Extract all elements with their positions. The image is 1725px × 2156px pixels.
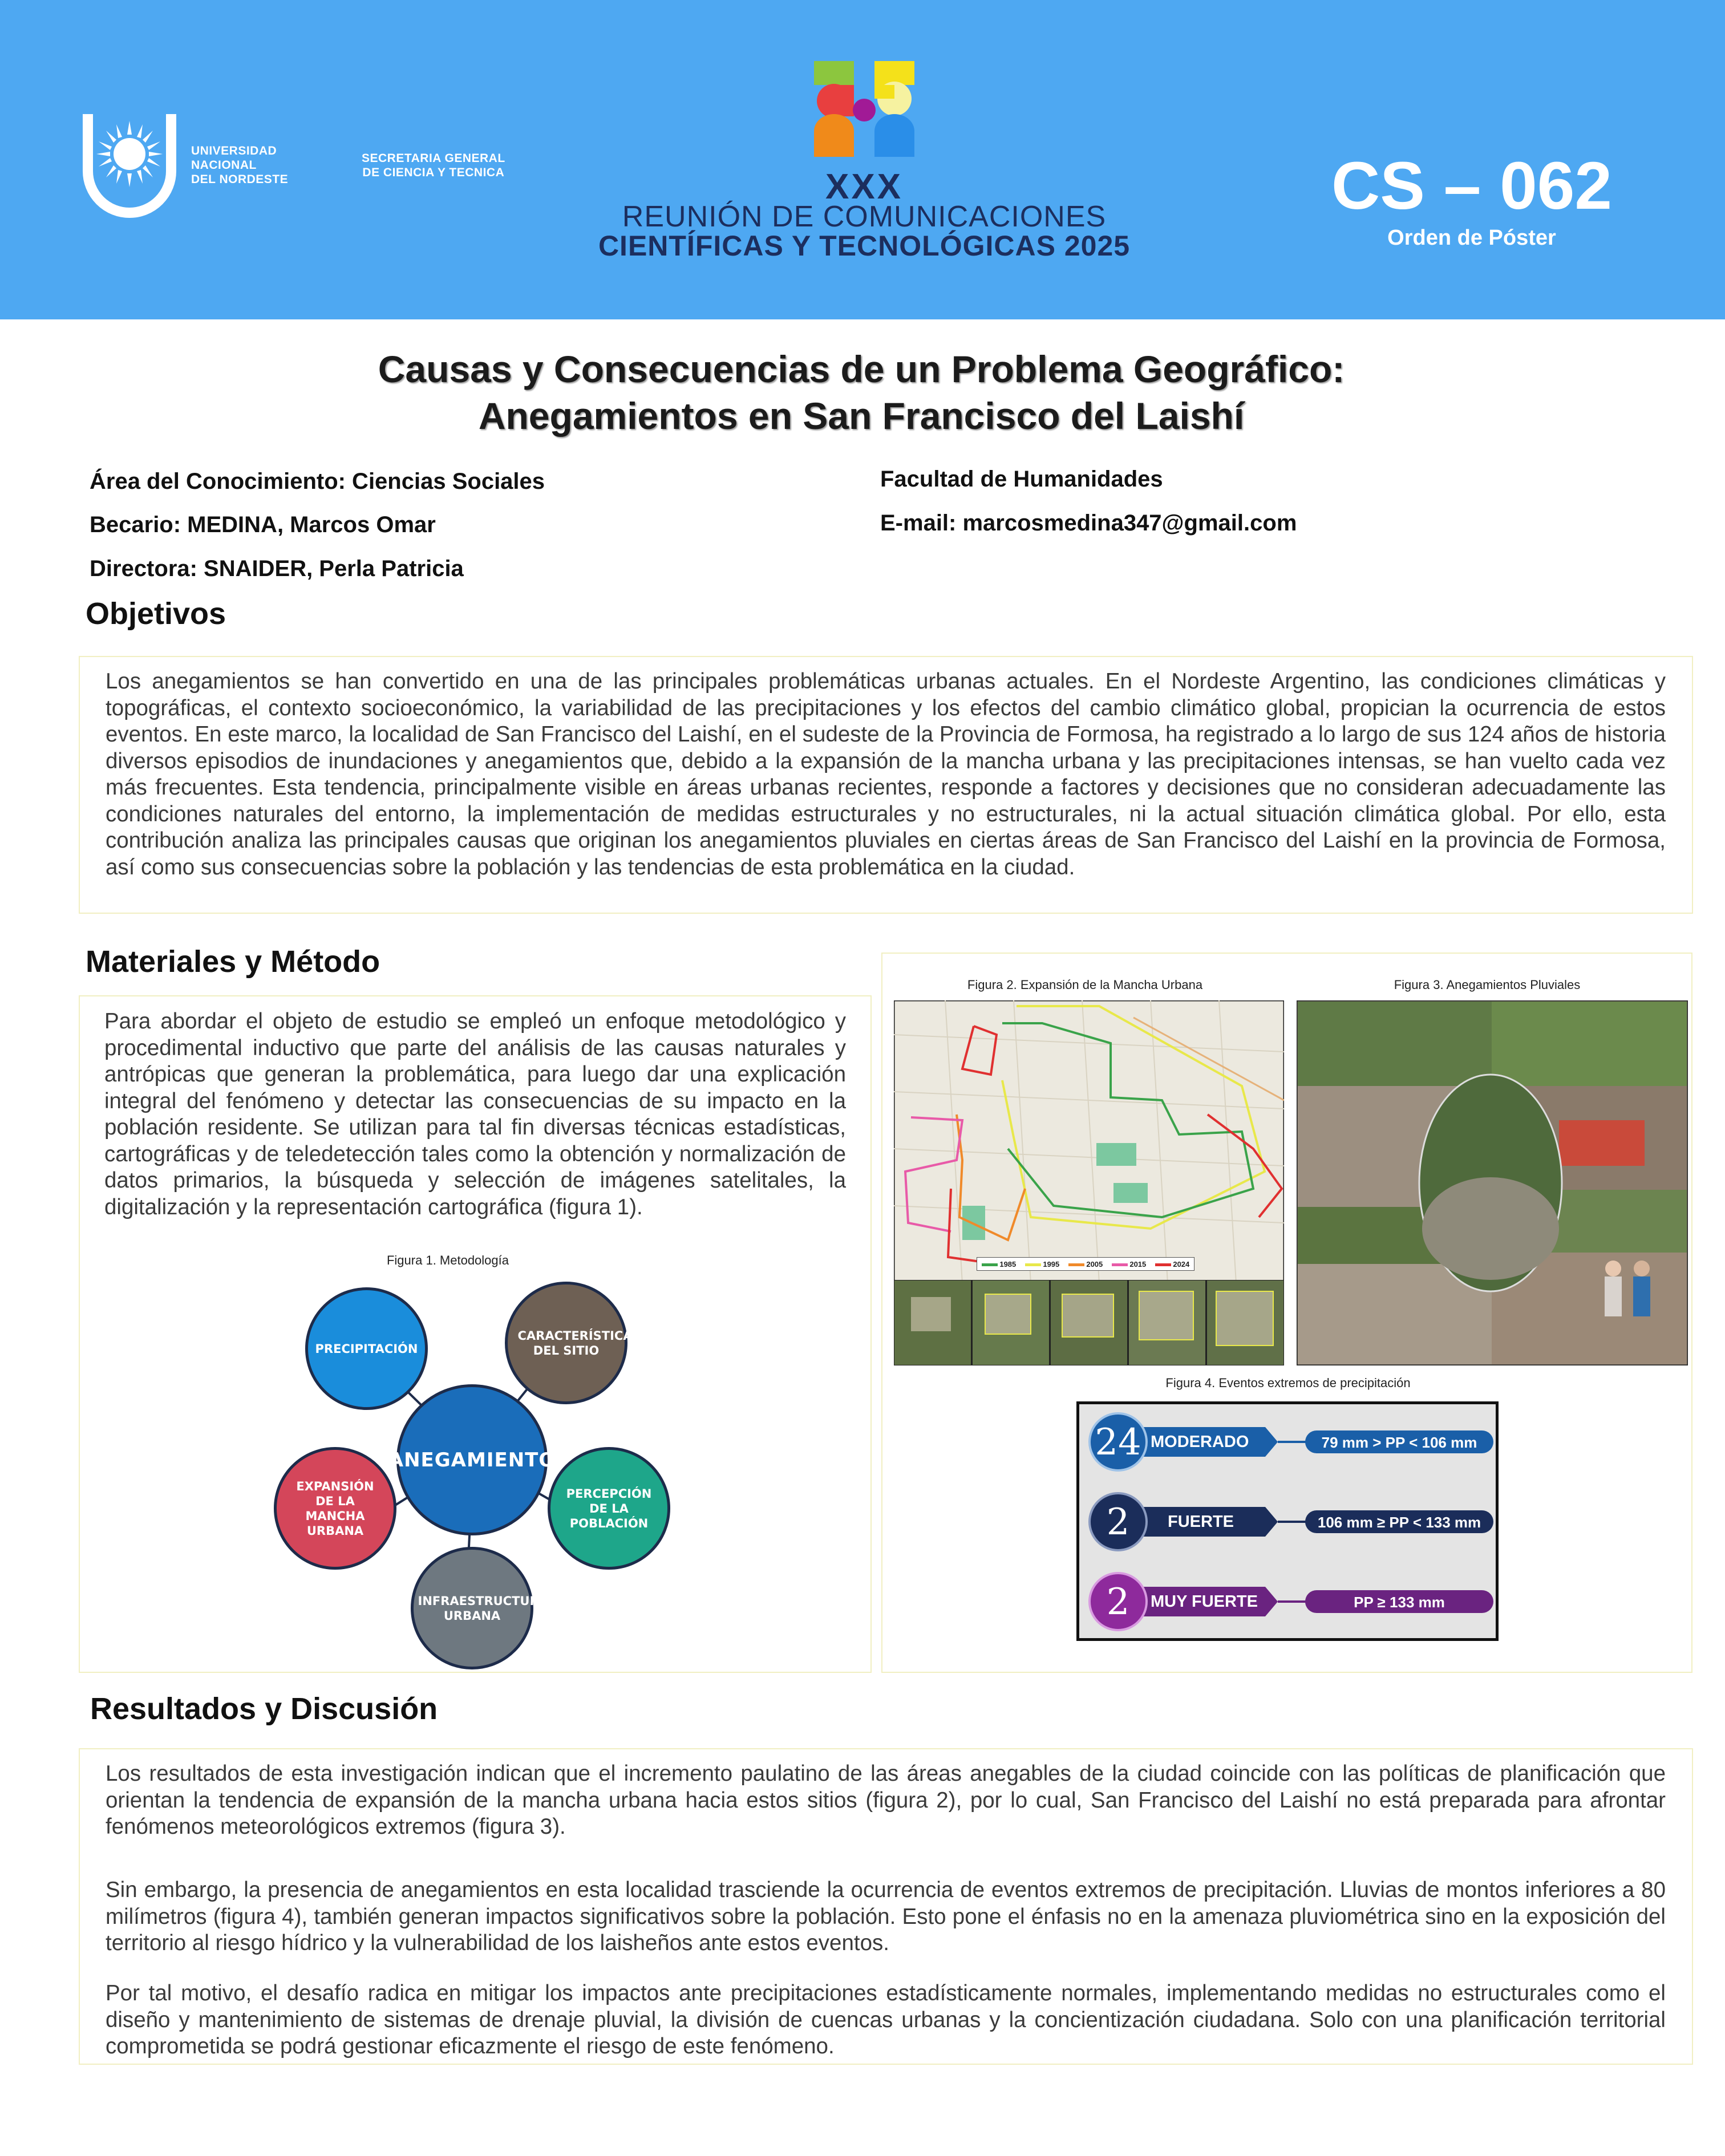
objetivos-heading: Objetivos — [86, 597, 226, 631]
satellite-image-strip — [894, 1280, 1284, 1365]
legend-2005: 2005 — [1068, 1260, 1103, 1269]
fig1-caption: Figura 1. Metodología — [386, 1253, 509, 1267]
node-percepcion: PERCEPCIÓN DE LA POBLACIÓN — [548, 1447, 670, 1570]
event-row-muy-fuerte — [1079, 1564, 1496, 1644]
conference-line1: REUNIÓN DE COMUNICACIONES — [622, 200, 1107, 233]
event-row-moderado — [1079, 1404, 1496, 1484]
flood-photo-collage — [1297, 1000, 1688, 1365]
objetivos-box — [79, 656, 1693, 914]
resultados-p3: Por tal motivo, el desafío radica en mitigar los impactos ante precipitaciones estadísticamente normales, implementando medidas no estructurales como el diseño y mantenimiento de sistemas de drenaje pluvial, la división de cuencas urbanas y la concientización ciudadana. Solo con una planificación territorial comprometida se podrá gestionar eficazmente el riesgo de este fenómeno. — [106, 1981, 1666, 2058]
node-expansion: EXPANSIÓN DE LA MANCHA URBANA — [274, 1447, 396, 1570]
resultados-heading: Resultados y Discusión — [90, 1692, 438, 1726]
university-logo-icon — [81, 108, 178, 222]
map-legend — [977, 1257, 1194, 1271]
event-range-moderado: 79 mm > PP < 106 mm — [1321, 1434, 1477, 1451]
resultados-p1: Los resultados de esta investigación indican que el incremento paulatino de las áreas anegables de la ciudad coincide con las políticas de planificación que orientan la tendencia de expansión de la mancha urbana hacia estos sitios (figura 2), por lo cual, San Francisco del Laishí no está preparada para afrontar fenómenos meteorológicos extremos (figura 3). — [106, 1761, 1666, 1839]
fig2-caption: Figura 2. Expansión de la Mancha Urbana — [967, 978, 1203, 992]
objetivos-text: Los anegamientos se han convertido en una de las principales problemáticas urbanas actuales. En el Nordeste Argentino, las condiciones climáticas y topográficas, el contexto socioeconómico, la variabilidad de las precipitaciones y los efectos del cambio climático global, propician la ocurrencia de estos eventos. En este marco, la localidad de San Francisco del Laishí, en el sudeste de la Provincia de Formosa, ha registrado a lo largo de sus 124 años de historia diversos episodios de inundaciones y anegamientos que, debido a la expansión de la mancha urbana y las precipitaciones intensas, se han vuelto cada vez más frecuentes. Esta tendencia, principalmente visible en áreas urbanas recientes, responde a factores y decisiones que no consideran adecuadamente las condiciones naturales del entorno, la implementación de medidas estructurales y no estructurales, ni la actual situación climática global. Por ello, esta contribución analiza las principales causas que originan los anegamientos pluviales en ciertas áreas de San Francisco del Laishí en la provincia de Formosa, así como sus consecuencias sobre la población y las tendencias de esta problemática en la ciudad. — [106, 669, 1666, 880]
legend-2015: 2015 — [1112, 1260, 1147, 1269]
resultados-box — [79, 1748, 1693, 2065]
meta-becario: Becario: MEDINA, Marcos Omar — [90, 512, 436, 537]
conference-logo-icon — [813, 60, 916, 163]
node-anegamiento: ANEGAMIENTO — [396, 1384, 548, 1535]
university-name: UNIVERSIDAD NACIONAL DEL NORDESTE — [191, 144, 289, 186]
event-range-fuerte: 106 mm ≥ PP < 133 mm — [1317, 1514, 1481, 1531]
meta-email: E-mail: marcosmedina347@gmail.com — [880, 510, 1297, 536]
event-row-fuerte — [1079, 1484, 1496, 1564]
event-label-moderado: MODERADO — [1151, 1433, 1249, 1451]
conference-edition: XXX — [825, 167, 904, 206]
materiales-box — [79, 995, 872, 1673]
legend-2024: 2024 — [1155, 1260, 1190, 1269]
fig3-caption: Figura 3. Anegamientos Pluviales — [1394, 978, 1581, 992]
node-precipitacion: PRECIPITACIÓN — [305, 1287, 428, 1410]
meta-directora: Directora: SNAIDER, Perla Patricia — [90, 556, 464, 581]
figures-box — [881, 953, 1692, 1673]
legend-1985: 1985 — [982, 1260, 1017, 1269]
poster-title: Causas y Consecuencias de un Problema Geográfico: Anegamientos en San Francisco del Laishí — [378, 348, 1345, 437]
node-infraestructura: INFRAESTRUCTURA URBANA — [411, 1547, 533, 1669]
event-range-muy-fuerte: PP ≥ 133 mm — [1354, 1594, 1445, 1611]
meta-facultad: Facultad de Humanidades — [880, 467, 1163, 492]
node-caracteristicas: CARACTERÍSTICAS DEL SITIO — [505, 1282, 627, 1404]
event-label-muy-fuerte: MUY FUERTE — [1151, 1592, 1258, 1611]
header-banner — [0, 0, 1725, 319]
materiales-heading: Materiales y Método — [86, 945, 380, 979]
materiales-text: Para abordar el objeto de estudio se empleó un enfoque metodológico y procedimental inductivo que parte del análisis de las causas naturales y antrópicas que generan la problemática, para luego dar una explicación integral del fenómeno y detectar las consecuencias de su impacto en la población residente. Se utilizan para tal fin diversas técnicas estadísticas, cartográficas y de teledetección tales como la obtención y normalización de datos primarios, la búsqueda y selección de imágenes satelitales, la digitalización y la representación cartográfica (figura 1). — [104, 1009, 846, 1219]
precipitation-events-panel — [1076, 1401, 1499, 1641]
poster-code: CS – 062 — [1331, 148, 1612, 224]
event-label-fuerte: FUERTE — [1168, 1513, 1234, 1531]
conference-line2: CIENTÍFICAS Y TECNOLÓGICAS 2025 — [598, 230, 1131, 262]
event-count-muy-fuerte: 2 — [1106, 1581, 1130, 1623]
secretaria-name: SECRETARIA GENERAL DE CIENCIA Y TECNICA — [362, 152, 505, 179]
fig4-caption: Figura 4. Eventos extremos de precipitación — [1165, 1376, 1411, 1390]
event-count-moderado: 24 — [1095, 1421, 1141, 1464]
event-count-fuerte: 2 — [1106, 1501, 1130, 1543]
resultados-p2: Sin embargo, la presencia de anegamientos en esta localidad trasciende la ocurrencia de eventos extremos de precipitación. Lluvias de montos inferiores a 80 milímetros (figura 4), también generan impactos significativos sobre la población. Esto pone el énfasis no en la amenaza pluviométrica sino en la exposición del territorio al riesgo hídrico y la vulnerabilidad de los laisheños ante estos eventos. — [106, 1878, 1666, 1955]
poster-code-label: Orden de Póster — [1387, 226, 1556, 250]
urban-expansion-map — [894, 1000, 1284, 1283]
meta-area: Área del Conocimiento: Ciencias Sociales — [90, 469, 545, 494]
legend-1995: 1995 — [1025, 1260, 1060, 1269]
